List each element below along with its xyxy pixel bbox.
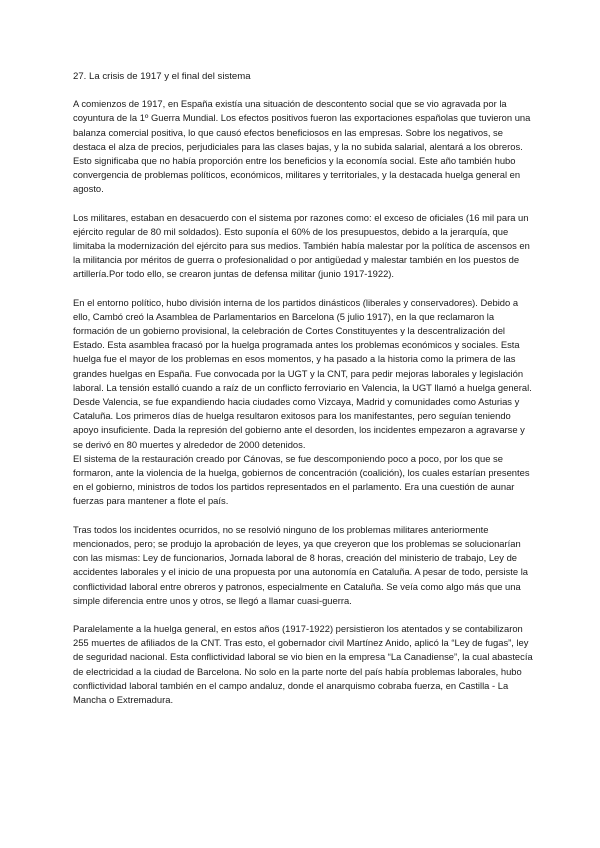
paragraph-military: Los militares, estaban en desacuerdo con el sistema por razones como: el exceso de oficiales (16 mil para un ejército regular de 80 mil soldados). Esto suponía el 60% de los presupuestos, debido a la jerarquía, que limitaba la modernización del ejército para sus medios. También había malestar por la política de ascensos en la militancia por méritos de guerra o profesionalidad o por antigüedad y malestar también en los puestos de artillería.Por todo ello, se crearon juntas de defensa militar (junio 1917-1922). [73, 211, 530, 280]
paragraph-restoration-system: El sistema de la restauración creado por Cánovas, se fue descomponiendo poco a poco, por los que se formaron, ante la violencia de la huelga, gobiernos de concentración (coalición), los cuales estarían presentes en el gobierno, ministros de todos los partidos representados en el parlamento. Era una cuestión de aunar fuerzas para mantener a flote el país. [73, 452, 530, 507]
section-title: 27. La crisis de 1917 y el final del sistema [73, 71, 251, 82]
paragraph-labor-conflict: Paralelamente a la huelga general, en estos años (1917-1922) persistieron los atentados y se contabilizaron 255 muertes de afiliados de la CNT. Tras esto, el gobernador civil Martínez Anido, aplicó la “Ley de fugas”, ley de seguridad nacional. Esta conflictividad laboral se vio bien en la empresa “La Canadiense”, la cual abastecía de electricidad a la ciudad de Barcelona. No solo en la parte norte del país había problemas laborales, hubo conflictividad laboral también en el campo andaluz, donde el anarquismo cobraba fuerza, en Castilla - La Mancha o Extremadura. [73, 622, 533, 705]
paragraph-laws: Tras todos los incidentes ocurridos, no se resolvió ninguno de los problemas militares anteriormente mencionados, pero; se produjo la aprobación de leyes, ya que creyeron que los problemas se solucionarían con las mismas: Ley de funcionarios, Jornada laboral de 8 horas, creación del ministerio de trabajo, Ley de accidentes laborales y el inicio de una propuesta por una autonomía en Cataluña. A pesar de todo, persiste la conflictividad laboral entre obreros y patronos, especialmente en Cataluña. Se veía como algo más que una simple diferencia entre unos y otros, se llegó a llamar cuasi-guerra. [73, 523, 528, 606]
paragraph-1917-context: A comienzos de 1917, en España existía una situación de descontento social que se vio agravada por la coyuntura de la 1º Guerra Mundial. Los efectos positivos fueron las exportaciones españolas que tuvieron una balanza comercial positiva, lo que causó efectos beneficiosos en las empresas. Sobre los negativos, se destaca el alza de precios, perjudiciales para las clases bajas, y la no subida salarial, alentará a los obreros. Esto significaba que no había proporción entre los beneficios y la economía social. Este año también hubo convergencia de problemas políticos, económicos, militares y territoriales, y la destacada huelga general en agosto. [73, 98, 531, 195]
document-body [73, 70, 533, 721]
paragraph-political: En el entorno político, hubo división interna de los partidos dinásticos (liberales y conservadores). Debido a ello, Cambó creó la Asamblea de Parlamentarios en Barcelona (5 julio 1917), en la que reclamaron la formación de un gobierno provisional, la celebración de Cortes Constituyentes y la descentralización del Estado. Esta asamblea fracasó por la huelga programada antes los problemas económicos y sociales. Esta huelga fue el mayor de los problemas en esos momentos, y ha pasado a la historia como la primera de las grandes huelgas en España. Fue convocada por la UGT y la CNT, para pedir mejoras laborales y legislación laboral. La tensión estalló cuando a raíz de un conflicto ferroviario en Valencia, la UGT llamó a huelga general. Desde Valencia, se fue expandiendo hacia ciudades como Vizcaya, Madrid y comunidades como Asturias y Cataluña. Los primeros días de huelga resultaron exitosos para los manifestantes, pero seguían teniendo apoyo insuficiente. Dada la represión del gobierno ante el desorden, los incidentes empezaron a agravarse y se derivó en 80 muertes y alrededor de 2000 detenidos. [73, 296, 532, 450]
